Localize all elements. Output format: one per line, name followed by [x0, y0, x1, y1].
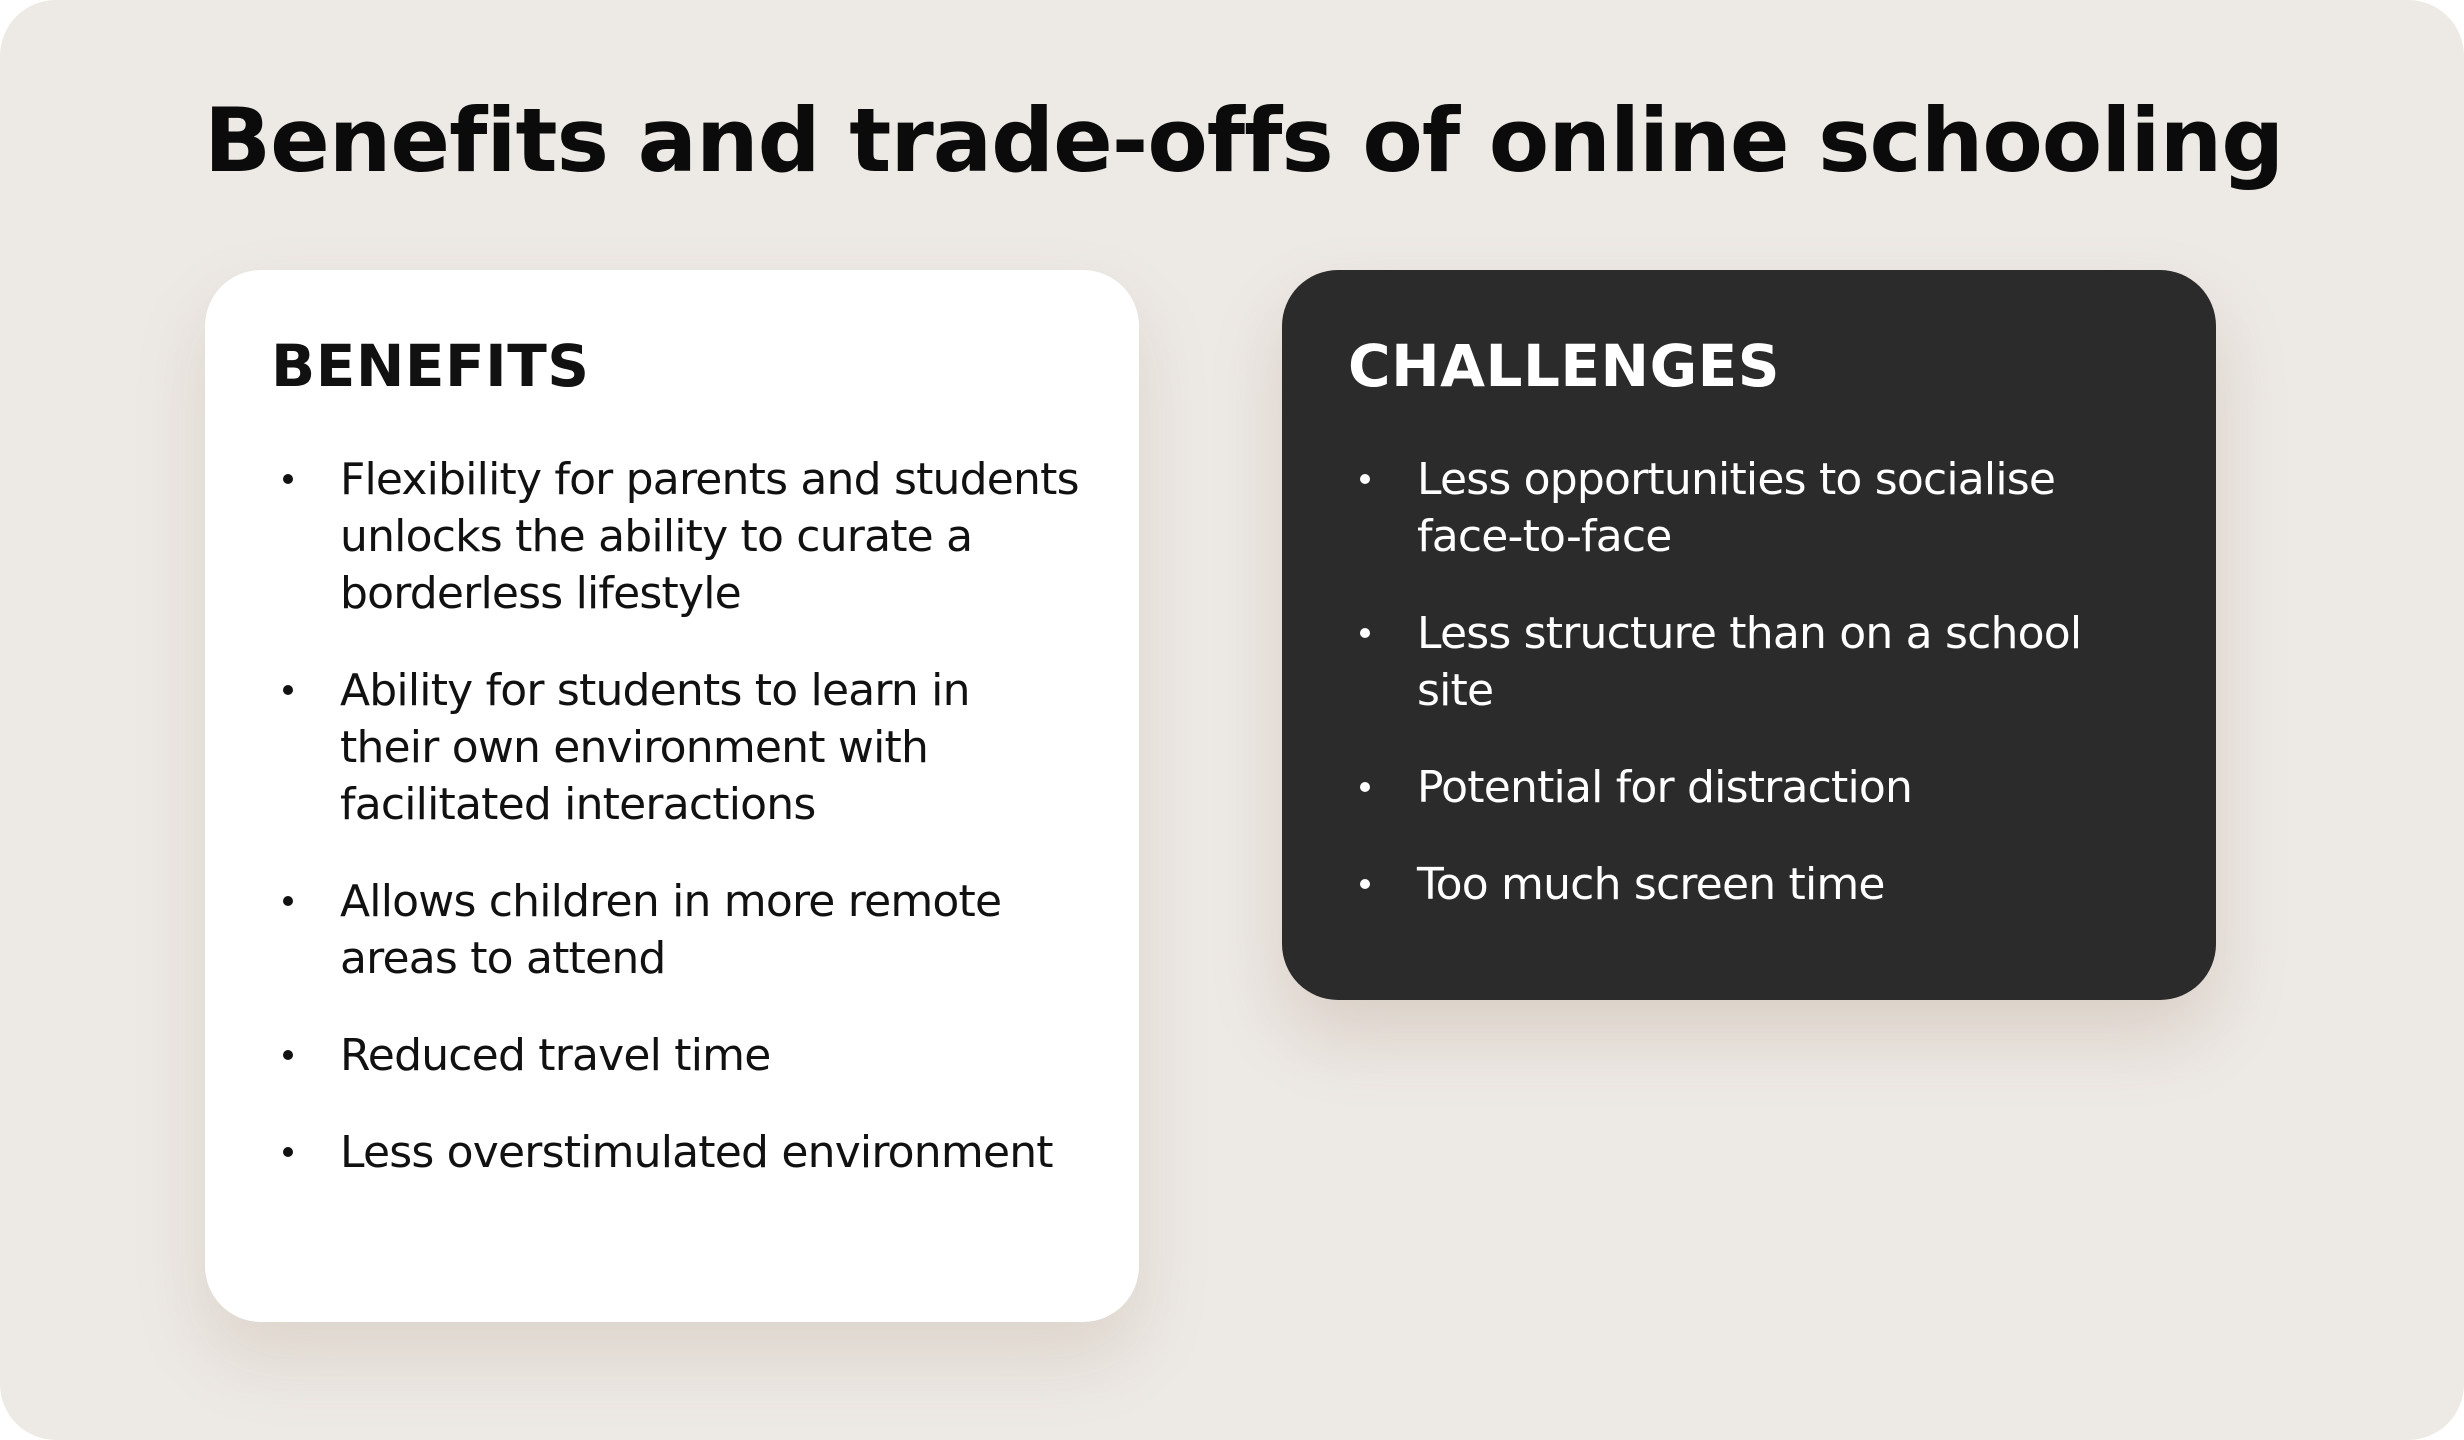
bullet-icon [283, 474, 293, 484]
page-title: Benefits and trade-offs of online schooling [204, 89, 2284, 192]
benefit-item [271, 1124, 1079, 1181]
challenges-card [1282, 270, 2216, 1000]
challenge-text: Too much screen time [1417, 858, 1885, 910]
bullet-icon [1360, 782, 1370, 792]
benefits-list [271, 451, 1079, 1181]
benefit-text: Ability for students to learn in their own environment with facilitated interactions [340, 664, 970, 830]
benefit-item [271, 451, 1079, 622]
benefits-card [205, 270, 1139, 1322]
challenge-item [1348, 856, 2156, 913]
challenges-heading: CHALLENGES [1348, 332, 1781, 400]
bullet-icon [283, 1050, 293, 1060]
bullet-icon [1360, 474, 1370, 484]
challenge-text: Less opportunities to socialise face-to-face [1417, 453, 2056, 562]
challenge-item [1348, 605, 2156, 719]
challenge-item [1348, 759, 2156, 816]
benefit-item [271, 873, 1079, 987]
benefit-item [271, 1027, 1079, 1084]
challenge-item [1348, 451, 2156, 565]
challenge-text: Less structure than on a school site [1417, 607, 2082, 716]
bullet-icon [1360, 628, 1370, 638]
benefit-text: Less overstimulated environment [340, 1126, 1053, 1178]
bullet-icon [283, 896, 293, 906]
bullet-icon [283, 1147, 293, 1157]
benefit-text: Flexibility for parents and students unlocks the ability to curate a borderless lifestyle [340, 453, 1079, 619]
benefits-heading: BENEFITS [271, 332, 590, 400]
benefit-text: Allows children in more remote areas to attend [340, 875, 1002, 984]
benefit-item [271, 662, 1079, 833]
bullet-icon [1360, 879, 1370, 889]
challenges-list [1348, 451, 2156, 913]
benefit-text: Reduced travel time [340, 1029, 771, 1081]
challenge-text: Potential for distraction [1417, 761, 1913, 813]
bullet-icon [283, 685, 293, 695]
